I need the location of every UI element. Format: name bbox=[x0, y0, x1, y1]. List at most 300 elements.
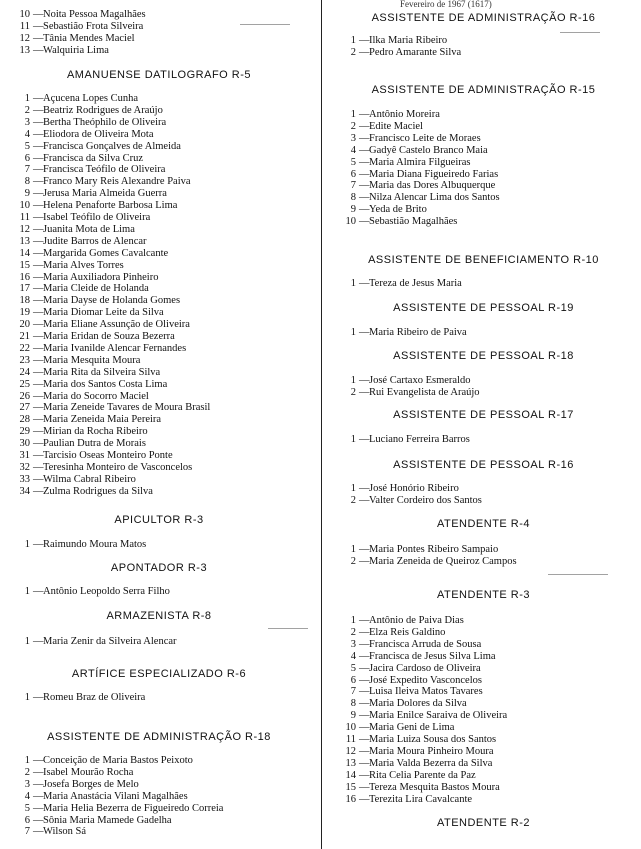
entry-name: Maria Helia Bezerra de Figueiredo Correia bbox=[43, 802, 224, 814]
entry-name: Maria Valda Bezerra da Silva bbox=[369, 757, 493, 769]
right-column bbox=[326, 0, 641, 849]
entry-number: 33 bbox=[19, 473, 30, 485]
entry-number: 21 bbox=[19, 331, 30, 342]
entry-number: 13 bbox=[19, 235, 30, 247]
list-item bbox=[0, 331, 175, 342]
entry-name: Noita Pessoa Magalhães bbox=[43, 9, 146, 20]
scan-artifact bbox=[240, 24, 290, 25]
entry-name: Açucena Lopes Cunha bbox=[43, 93, 139, 104]
entry-dash: — bbox=[359, 494, 370, 506]
entry-dash: — bbox=[33, 152, 44, 164]
entry-dash: — bbox=[33, 354, 44, 366]
entry-number: 2 bbox=[350, 494, 356, 506]
list-item bbox=[0, 9, 146, 20]
list-item bbox=[0, 33, 135, 44]
entry-name: Maria Luiza Sousa dos Santos bbox=[369, 734, 497, 745]
entry-name: Beatriz Rodrigues de Araújo bbox=[43, 104, 163, 116]
list-item bbox=[326, 109, 440, 120]
entry-dash: — bbox=[33, 235, 44, 247]
entry-number: 6 bbox=[24, 152, 30, 164]
entry-dash: — bbox=[33, 766, 44, 778]
list-item bbox=[0, 462, 192, 473]
entry-number: 12 bbox=[19, 223, 30, 235]
entry-number: 15 bbox=[19, 259, 30, 271]
list-item bbox=[0, 438, 146, 449]
entry-dash: — bbox=[359, 686, 370, 698]
entry-number: 3 bbox=[24, 116, 30, 128]
header-right-fragment: Fevereiro de 1967 (1617) bbox=[400, 0, 492, 9]
entry-dash: — bbox=[359, 745, 370, 757]
entry-dash: — bbox=[359, 781, 370, 793]
entry-number: 15 bbox=[345, 781, 356, 793]
section-heading: ATENDENTE R-4 bbox=[436, 518, 531, 530]
entry-number: 1 bbox=[350, 278, 356, 289]
entry-name: Francisca da Silva Cruz bbox=[43, 152, 144, 164]
entry-name: Francisca de Jesus Silva Lima bbox=[369, 650, 496, 662]
entry-dash: — bbox=[359, 757, 370, 769]
list-item bbox=[0, 319, 190, 330]
entry-number: 4 bbox=[24, 128, 30, 140]
left-column bbox=[0, 0, 318, 849]
entry-dash: — bbox=[33, 450, 44, 461]
list-item bbox=[0, 153, 143, 164]
entry-number: 1 bbox=[24, 636, 30, 647]
entry-number: 10 bbox=[345, 216, 356, 228]
section-heading: ASSISTENTE DE ADMINISTRAÇÃO R-16 bbox=[371, 12, 596, 24]
entry-name: Maria Dayse de Holanda Gomes bbox=[43, 295, 181, 307]
list-item bbox=[0, 343, 186, 354]
entry-number: 1 bbox=[24, 692, 30, 703]
entry-number: 14 bbox=[19, 247, 30, 259]
entry-number: 6 bbox=[350, 674, 356, 686]
entry-name: Margarida Gomes Cavalcante bbox=[43, 247, 169, 259]
list-item bbox=[0, 474, 136, 485]
entry-name: Franco Mary Reis Alexandre Paiva bbox=[43, 176, 191, 188]
entry-number: 12 bbox=[345, 745, 356, 757]
entry-name: Francisca Teófilo de Oliveira bbox=[43, 164, 166, 176]
entry-dash: — bbox=[359, 483, 370, 494]
entry-name: Jacira Cardoso de Oliveira bbox=[369, 662, 481, 674]
list-item bbox=[326, 483, 459, 494]
entry-number: 6 bbox=[350, 168, 356, 180]
list-item bbox=[326, 710, 507, 721]
entry-dash: — bbox=[33, 331, 44, 342]
list-item bbox=[0, 236, 147, 247]
entry-name: Maria Eliane Assunção de Oliveira bbox=[43, 319, 190, 331]
entry-number: 1 bbox=[350, 35, 356, 46]
list-item bbox=[326, 278, 462, 289]
entry-dash: — bbox=[33, 319, 44, 331]
entry-name: Maria Diomar Leite da Silva bbox=[43, 307, 164, 319]
entry-name: Raimundo Moura Matos bbox=[43, 539, 147, 550]
section-heading: ASSISTENTE DE PESSOAL R-17 bbox=[393, 409, 574, 421]
list-item bbox=[0, 426, 148, 437]
entry-number: 22 bbox=[19, 342, 30, 354]
entry-name: José Cartaxo Esmeraldo bbox=[369, 375, 471, 386]
entry-name: Wilma Cabral Ribeiro bbox=[43, 473, 136, 485]
entry-dash: — bbox=[33, 140, 44, 152]
entry-number: 20 bbox=[19, 319, 30, 331]
entry-name: Walquiria Lima bbox=[43, 44, 109, 56]
entry-name: Helena Penaforte Barbosa Lima bbox=[43, 200, 178, 212]
entry-number: 10 bbox=[19, 9, 30, 20]
entry-dash: — bbox=[359, 544, 370, 555]
entry-name: Maria Anastácia Vilani Magalhães bbox=[43, 790, 188, 802]
entry-dash: — bbox=[33, 200, 44, 212]
entry-number: 3 bbox=[350, 638, 356, 650]
entry-dash: — bbox=[359, 278, 370, 289]
entry-name: Edite Maciel bbox=[369, 120, 423, 132]
list-item bbox=[0, 117, 166, 128]
entry-number: 8 bbox=[350, 192, 356, 204]
entry-name: Jerusa Maria Almeida Guerra bbox=[43, 188, 167, 200]
entry-dash: — bbox=[33, 366, 44, 378]
list-item bbox=[0, 767, 133, 778]
entry-name: Ilka Maria Ribeiro bbox=[369, 35, 448, 46]
entry-dash: — bbox=[359, 555, 370, 567]
list-item bbox=[326, 746, 494, 757]
section-heading: ASSISTENTE DE ADMINISTRAÇÃO R-15 bbox=[371, 84, 596, 96]
entry-name: Nilza Alencar Lima dos Santos bbox=[369, 192, 500, 204]
entry-number: 8 bbox=[350, 698, 356, 710]
list-item bbox=[0, 295, 180, 306]
entry-name: Valter Cordeiro dos Santos bbox=[369, 494, 482, 506]
list-item bbox=[326, 615, 464, 626]
entry-name: Gadyê Castelo Branco Maia bbox=[369, 144, 488, 156]
list-item bbox=[326, 556, 517, 567]
entry-dash: — bbox=[33, 259, 44, 271]
entry-number: 1 bbox=[24, 755, 30, 766]
entry-number: 4 bbox=[350, 144, 356, 156]
list-item bbox=[326, 35, 447, 46]
entry-number: 1 bbox=[350, 375, 356, 386]
entry-dash: — bbox=[359, 674, 370, 686]
entry-dash: — bbox=[33, 802, 44, 814]
list-item bbox=[326, 169, 498, 180]
entry-dash: — bbox=[359, 192, 370, 204]
entry-dash: — bbox=[33, 485, 44, 497]
section-heading: ASSISTENTE DE PESSOAL R-18 bbox=[393, 350, 574, 362]
entry-dash: — bbox=[359, 734, 370, 745]
entry-name: Maria Mesquita Moura bbox=[43, 354, 141, 366]
entry-number: 9 bbox=[350, 710, 356, 722]
list-item bbox=[0, 755, 193, 766]
entry-dash: — bbox=[33, 539, 44, 550]
entry-number: 31 bbox=[19, 450, 30, 461]
list-item bbox=[0, 779, 139, 790]
section-heading: ARMAZENISTA R-8 bbox=[106, 610, 212, 622]
entry-name: Zulma Rodrigues da Silva bbox=[43, 485, 153, 497]
entry-dash: — bbox=[33, 295, 44, 307]
list-item bbox=[0, 93, 138, 104]
entry-name: Maria Auxiliadora Pinheiro bbox=[43, 271, 159, 283]
entry-number: 5 bbox=[350, 156, 356, 168]
list-item bbox=[0, 539, 146, 550]
list-item bbox=[326, 434, 470, 445]
list-item bbox=[326, 651, 496, 662]
list-item bbox=[0, 272, 158, 283]
entry-name: Yeda de Brito bbox=[369, 204, 427, 216]
entry-number: 16 bbox=[19, 271, 30, 283]
entry-name: Maria Pontes Ribeiro Sampaio bbox=[369, 544, 499, 555]
entry-dash: — bbox=[33, 164, 44, 176]
entry-number: 13 bbox=[345, 757, 356, 769]
entry-dash: — bbox=[33, 778, 44, 790]
entry-dash: — bbox=[33, 20, 44, 32]
entry-name: Antônio de Paiva Dias bbox=[369, 615, 464, 626]
entry-dash: — bbox=[33, 755, 44, 766]
list-item bbox=[326, 180, 495, 191]
entry-dash: — bbox=[33, 128, 44, 140]
scan-artifact bbox=[548, 574, 608, 575]
entry-number: 2 bbox=[350, 555, 356, 567]
entry-number: 4 bbox=[24, 790, 30, 802]
list-item bbox=[326, 770, 476, 781]
entry-number: 10 bbox=[19, 200, 30, 212]
list-item bbox=[0, 486, 153, 497]
list-item bbox=[0, 586, 170, 597]
list-item bbox=[0, 188, 167, 199]
entry-number: 32 bbox=[19, 461, 30, 473]
entry-name: Maria Eridan de Souza Bezerra bbox=[43, 331, 175, 342]
list-item bbox=[0, 692, 145, 703]
entry-dash: — bbox=[359, 650, 370, 662]
entry-dash: — bbox=[33, 790, 44, 802]
entry-number: 11 bbox=[345, 734, 356, 745]
entry-dash: — bbox=[33, 586, 44, 597]
entry-number: 11 bbox=[19, 20, 30, 32]
section-heading: AMANUENSE DATILOGRAFO R-5 bbox=[66, 69, 252, 81]
entry-number: 1 bbox=[350, 615, 356, 626]
entry-number: 9 bbox=[24, 188, 30, 200]
entry-dash: — bbox=[359, 132, 370, 144]
entry-number: 2 bbox=[350, 120, 356, 132]
entry-name: Rita Celia Parente da Paz bbox=[369, 769, 476, 781]
list-item bbox=[0, 164, 165, 175]
entry-dash: — bbox=[33, 426, 44, 438]
list-item bbox=[326, 782, 500, 793]
entry-name: Maria Zeneida Maia Pereira bbox=[43, 414, 162, 426]
list-item bbox=[0, 450, 173, 461]
list-item bbox=[326, 722, 454, 733]
section-heading: ASSISTENTE DE ADMINISTRAÇÃO R-18 bbox=[47, 731, 271, 743]
entry-dash: — bbox=[33, 390, 44, 402]
entry-number: 1 bbox=[24, 93, 30, 104]
list-item bbox=[0, 355, 140, 366]
entry-name: Maria Cleide de Holanda bbox=[43, 283, 149, 295]
entry-number: 1 bbox=[350, 327, 356, 338]
entry-number: 7 bbox=[24, 164, 30, 176]
entry-dash: — bbox=[359, 615, 370, 626]
list-item bbox=[326, 375, 470, 386]
entry-name: José Honório Ribeiro bbox=[369, 483, 459, 494]
entry-name: Maria Almira Filgueiras bbox=[369, 156, 471, 168]
entry-number: 1 bbox=[24, 539, 30, 550]
list-item bbox=[0, 307, 164, 318]
section-heading: ATENDENTE R-2 bbox=[436, 817, 531, 829]
entry-dash: — bbox=[33, 342, 44, 354]
list-item bbox=[326, 192, 500, 203]
entry-name: Maria Alves Torres bbox=[43, 259, 124, 271]
entry-name: Teresinha Monteiro de Vasconcelos bbox=[43, 461, 193, 473]
entry-number: 26 bbox=[19, 390, 30, 402]
entry-dash: — bbox=[33, 283, 44, 295]
entry-name: Maria Ribeiro de Paiva bbox=[369, 327, 467, 338]
list-item bbox=[326, 698, 467, 709]
entry-dash: — bbox=[33, 247, 44, 259]
entry-name: Maria Diana Figueiredo Farias bbox=[369, 168, 499, 180]
list-item bbox=[0, 260, 124, 271]
entry-number: 19 bbox=[19, 307, 30, 319]
entry-number: 8 bbox=[24, 176, 30, 188]
entry-dash: — bbox=[359, 168, 370, 180]
list-item bbox=[326, 663, 481, 674]
entry-number: 7 bbox=[350, 686, 356, 698]
entry-dash: — bbox=[359, 793, 370, 805]
list-item bbox=[326, 686, 483, 697]
list-item bbox=[0, 815, 172, 826]
scan-artifact bbox=[560, 32, 600, 33]
section-heading: ASSISTENTE DE PESSOAL R-19 bbox=[393, 302, 574, 314]
entry-name: Conceição de Maria Bastos Peixoto bbox=[43, 755, 193, 766]
entry-name: Maria Rita da Silveira Silva bbox=[43, 366, 161, 378]
section-heading: ATENDENTE R-3 bbox=[436, 589, 531, 601]
entry-number: 12 bbox=[19, 32, 30, 44]
entry-dash: — bbox=[359, 120, 370, 132]
entry-number: 4 bbox=[350, 650, 356, 662]
entry-number: 7 bbox=[350, 180, 356, 192]
list-item bbox=[326, 675, 482, 686]
entry-dash: — bbox=[33, 9, 44, 20]
list-item bbox=[326, 133, 481, 144]
entry-dash: — bbox=[33, 378, 44, 390]
entry-dash: — bbox=[359, 698, 370, 710]
section-heading: APONTADOR R-3 bbox=[110, 562, 208, 574]
entry-dash: — bbox=[33, 636, 44, 647]
entry-name: Maria Zeneide Tavares de Moura Brasil bbox=[43, 402, 211, 414]
entry-name: Terezita Lira Cavalcante bbox=[369, 793, 473, 805]
list-item bbox=[326, 145, 488, 156]
list-item bbox=[0, 791, 188, 802]
list-item bbox=[0, 129, 154, 140]
list-item bbox=[0, 105, 163, 116]
entry-number: 18 bbox=[19, 295, 30, 307]
entry-dash: — bbox=[33, 116, 44, 128]
entry-dash: — bbox=[359, 386, 370, 398]
entry-dash: — bbox=[33, 473, 44, 485]
entry-name: Maria Geni de Lima bbox=[369, 722, 455, 734]
entry-dash: — bbox=[359, 769, 370, 781]
entry-dash: — bbox=[33, 271, 44, 283]
entry-name: Maria Dolores da Silva bbox=[369, 698, 467, 710]
list-item bbox=[326, 734, 496, 745]
entry-number: 3 bbox=[24, 778, 30, 790]
entry-dash: — bbox=[33, 307, 44, 319]
entry-name: Josefa Borges de Melo bbox=[43, 778, 139, 790]
list-item bbox=[0, 212, 150, 223]
list-item bbox=[0, 391, 149, 402]
entry-number: 2 bbox=[350, 386, 356, 398]
list-item bbox=[0, 379, 167, 390]
entry-name: Eliodora de Oliveira Mota bbox=[43, 128, 154, 140]
entry-name: Sônia Maria Mamede Gadelha bbox=[43, 814, 172, 826]
list-item bbox=[326, 204, 427, 215]
list-item bbox=[0, 21, 143, 32]
entry-name: Maria dos Santos Costa Lima bbox=[43, 378, 168, 390]
entry-name: Maria Zenir da Silveira Alencar bbox=[43, 636, 177, 647]
list-item bbox=[0, 402, 210, 413]
entry-number: 5 bbox=[24, 802, 30, 814]
entry-name: Luciano Ferreira Barros bbox=[369, 434, 470, 445]
entry-dash: — bbox=[33, 104, 44, 116]
entry-dash: — bbox=[359, 204, 370, 216]
column-divider bbox=[321, 0, 322, 849]
list-item bbox=[326, 157, 470, 168]
entry-number: 9 bbox=[350, 204, 356, 216]
entry-name: Elza Reis Galdino bbox=[369, 626, 446, 638]
entry-dash: — bbox=[33, 692, 44, 703]
list-item bbox=[326, 387, 480, 398]
entry-number: 24 bbox=[19, 366, 30, 378]
list-item bbox=[0, 200, 177, 211]
entry-name: Paulian Dutra de Morais bbox=[43, 438, 146, 450]
entry-number: 1 bbox=[24, 586, 30, 597]
entry-number: 1 bbox=[350, 483, 356, 494]
entry-name: Francisca Arruda de Sousa bbox=[369, 638, 482, 650]
list-item bbox=[326, 327, 467, 338]
entry-name: Judite Barros de Alencar bbox=[43, 235, 147, 247]
entry-number: 3 bbox=[350, 132, 356, 144]
entry-name: Francisco Leite de Moraes bbox=[369, 132, 481, 144]
entry-dash: — bbox=[359, 662, 370, 674]
entry-name: Bertha Theóphilo de Oliveira bbox=[43, 116, 167, 128]
list-item bbox=[326, 216, 457, 227]
entry-dash: — bbox=[33, 414, 44, 426]
entry-number: 5 bbox=[350, 662, 356, 674]
section-heading: ASSISTENTE DE BENEFICIAMENTO R-10 bbox=[368, 254, 599, 266]
list-item bbox=[0, 283, 149, 294]
entry-dash: — bbox=[33, 223, 44, 235]
entry-dash: — bbox=[33, 32, 44, 44]
entry-dash: — bbox=[33, 438, 44, 450]
list-item bbox=[0, 414, 161, 425]
section-heading: ARTÍFICE ESPECIALIZADO R-6 bbox=[71, 668, 247, 680]
entry-dash: — bbox=[359, 327, 370, 338]
entry-dash: — bbox=[33, 814, 44, 826]
entry-name: Tânia Mendes Maciel bbox=[43, 32, 135, 44]
entry-name: Sebastião Frota Silveira bbox=[43, 20, 144, 32]
list-item bbox=[326, 794, 472, 805]
list-item bbox=[0, 367, 160, 378]
entry-name: Mirian da Rocha Ribeiro bbox=[43, 426, 148, 438]
entry-name: Juanita Mota de Lima bbox=[43, 223, 135, 235]
list-item bbox=[326, 627, 445, 638]
entry-name: Maria Enilce Saraiva de Oliveira bbox=[369, 710, 508, 722]
entry-number: 25 bbox=[19, 378, 30, 390]
entry-name: Tarcisio Oseas Monteiro Ponte bbox=[43, 450, 173, 461]
entry-dash: — bbox=[33, 212, 44, 223]
list-item bbox=[0, 803, 223, 814]
entry-number: 1 bbox=[350, 544, 356, 555]
entry-number: 2 bbox=[350, 626, 356, 638]
entry-number: 27 bbox=[19, 402, 30, 414]
entry-number: 2 bbox=[24, 104, 30, 116]
entry-dash: — bbox=[359, 156, 370, 168]
entry-dash: — bbox=[33, 402, 44, 414]
entry-number: 28 bbox=[19, 414, 30, 426]
entry-name: Romeu Braz de Oliveira bbox=[43, 692, 146, 703]
entry-dash: — bbox=[359, 109, 370, 120]
